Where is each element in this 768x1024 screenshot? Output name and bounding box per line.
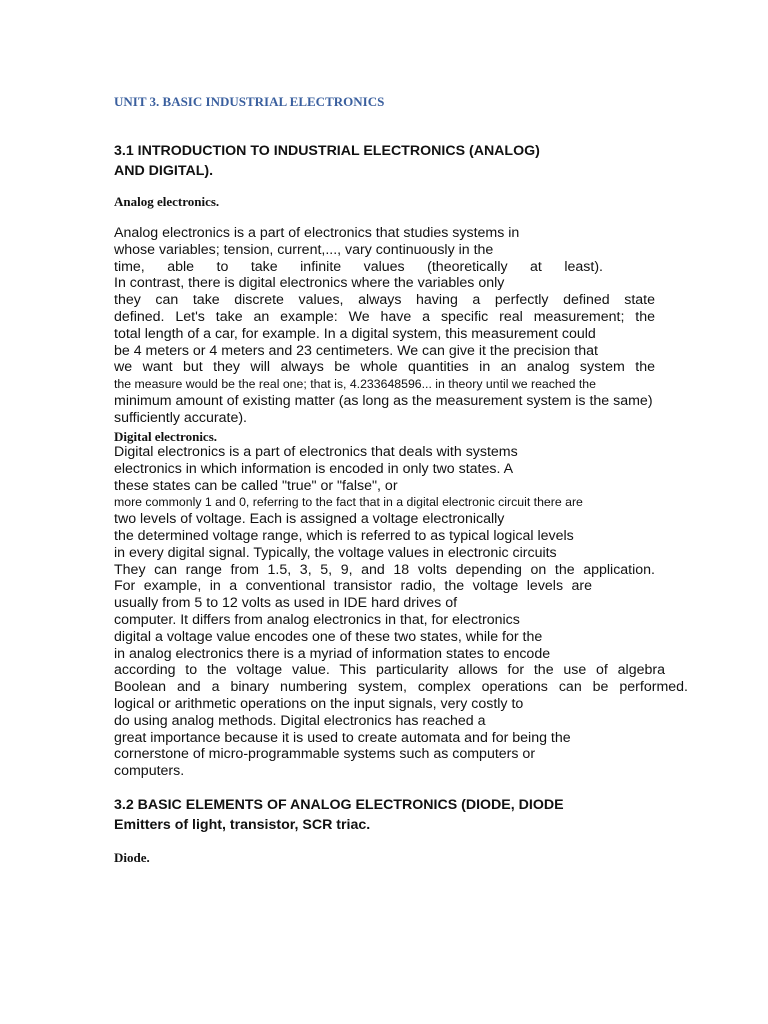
paragraph-line: in every digital signal. Typically, the voltage values in electronic circuits [114, 544, 557, 561]
analog-electronics-heading: Analog electronics. [114, 194, 220, 209]
paragraph-line: minimum amount of existing matter (as long as the measurement system is the same) [114, 392, 653, 409]
paragraph-line: computers. [114, 763, 185, 780]
paragraph-line: be 4 meters or 4 meters and 23 centimeters. We can give it the precision that [114, 342, 598, 359]
paragraph-line: electronics in which information is encoded in only two states. A [114, 460, 514, 477]
section-heading-3-2 [114, 795, 564, 835]
paragraph-line: do using analog methods. Digital electronics has reached a [114, 712, 486, 729]
paragraph-line: more commonly 1 and 0, referring to the fact that in a digital electronic circuit there are [114, 495, 583, 510]
paragraph-line: we want but they will always be whole quantities in an analog system the [114, 359, 655, 376]
diode-heading: Diode. [114, 850, 150, 865]
paragraph-line: logical or arithmetic operations on the input signals, very costly to [114, 695, 524, 712]
paragraph-line: whose variables; tension, current,..., vary continuously in the [114, 241, 494, 258]
paragraph-line: Digital electronics is a part of electronics that deals with systems [114, 444, 518, 460]
paragraph-line: the determined voltage range, which is referred to as typical logical levels [114, 527, 574, 544]
digital-electronics-paragraph [114, 444, 688, 780]
paragraph-line: digital a voltage value encodes one of these two states, while for the [114, 628, 543, 645]
section-heading-3-2-line-1: 3.2 BASIC ELEMENTS OF ANALOG ELECTRONICS (DIODE, DIODE [114, 797, 564, 813]
paragraph-line: in analog electronics there is a myriad of information states to encode [114, 645, 551, 662]
paragraph-line: For example, in a conventional transistor radio, the voltage levels are [114, 578, 592, 595]
paragraph-line: cornerstone of micro-programmable systems such as computers or [114, 746, 536, 763]
paragraph-line: they can take discrete values, always having a perfectly defined state [114, 292, 655, 309]
paragraph-line: They can range from 1.5, 3, 5, 9, and 18 volts depending on the application. [114, 561, 655, 578]
paragraph-line: computer. It differs from analog electronics in that, for electronics [114, 611, 520, 628]
analog-electronics-paragraph [114, 225, 655, 427]
unit-title: UNIT 3. BASIC INDUSTRIAL ELECTRONICS [114, 94, 385, 109]
section-heading-3-1 [114, 141, 540, 181]
section-heading-3-2-line-2: Emitters of light, transistor, SCR triac. [114, 817, 371, 833]
paragraph-line: sufficiently accurate). [114, 409, 248, 426]
paragraph-line: total length of a car, for example. In a digital system, this measurement could [114, 325, 596, 342]
paragraph-line: two levels of voltage. Each is assigned a voltage electronically [114, 511, 505, 528]
section-heading-3-1-line-1: 3.1 INTRODUCTION TO INDUSTRIAL ELECTRONICS (ANALOG) [114, 143, 540, 159]
paragraph-line: In contrast, there is digital electronics where the variables only [114, 275, 505, 292]
paragraph-line: according to the voltage value. This particularity allows for the use of algebra [114, 662, 665, 679]
paragraph-line: the measure would be the real one; that is, 4.233648596... in theory until we reached the [114, 377, 596, 392]
paragraph-line: great importance because it is used to create automata and for being the [114, 729, 571, 746]
paragraph-line: time, able to take infinite values (theoretically at least). [114, 258, 603, 275]
paragraph-line: these states can be called "true" or "false", or [114, 477, 398, 494]
digital-electronics-heading: Digital electronics. [114, 429, 218, 444]
paragraph-line: Analog electronics is a part of electronics that studies systems in [114, 225, 520, 241]
section-heading-3-1-line-2: AND DIGITAL). [114, 163, 214, 179]
paragraph-line: usually from 5 to 12 volts as used in IDE hard drives of [114, 595, 458, 612]
paragraph-line: defined. Let's take an example: We have a specific real measurement; the [114, 308, 655, 325]
paragraph-line: Boolean and a binary numbering system, complex operations can be performed. [114, 679, 688, 696]
